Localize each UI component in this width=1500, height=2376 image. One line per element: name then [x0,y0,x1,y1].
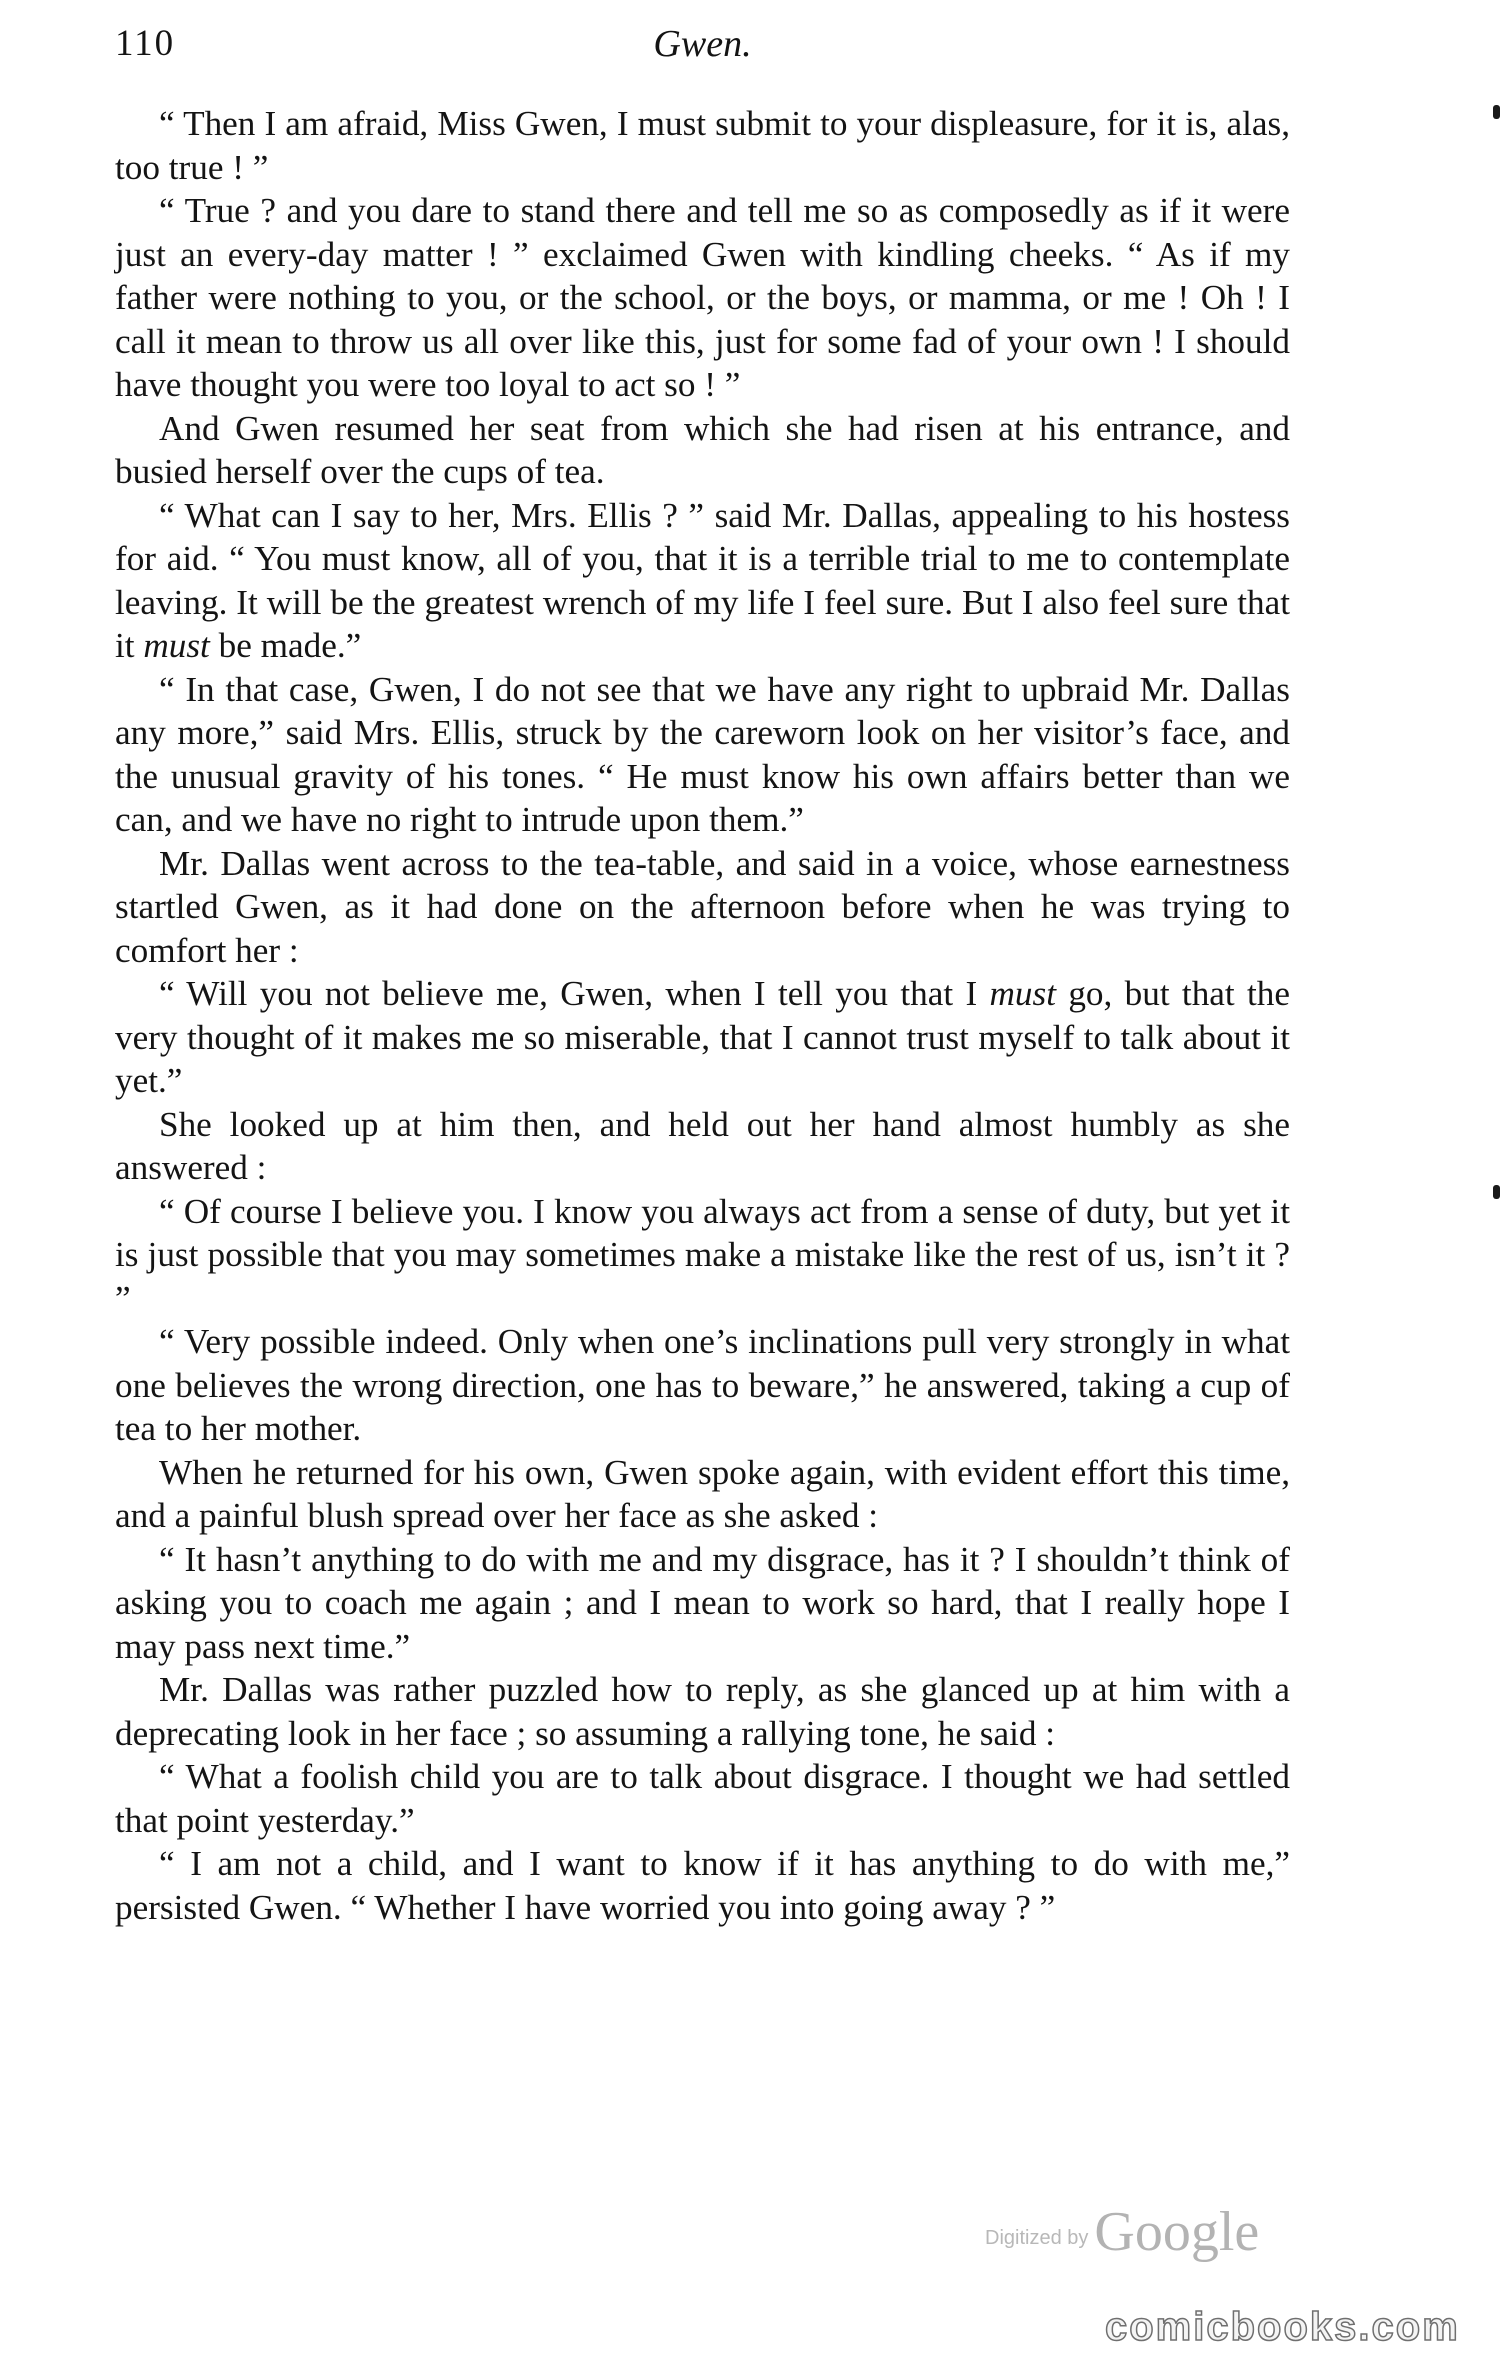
paragraph: “ Will you not believe me, Gwen, when I tell you that I must go, but that the very thought of it makes me so miserable, that I cannot trust myself to talk about it yet.” [115,974,1291,1100]
paragraph: “ Then I am afraid, Miss Gwen, I must submit to your displeasure, for it is, alas, too true ! ” [115,104,1290,187]
emphasis: must [989,974,1056,1013]
paragraph: “ It hasn’t anything to do with me and my disgrace, has it ? I shouldn’t think of asking you to coach me again ; and I mean to work so hard, that I really hope I may pass next time.” [115,1539,1290,1666]
google-logo: Google [1094,2201,1260,2263]
body-text [115,102,1290,1929]
page-number: 110 [115,23,176,64]
emphasis: must [143,626,210,665]
paragraph: “ Of course I believe you. I know you always act from a sense of duty, but yet it is just possible that you may sometimes make a mistake like the rest of us, isn’t it ? ” [115,1191,1290,1318]
paragraph: “ Very possible indeed. Only when one’s inclinations pull very strongly in what one believes the wrong direction, one has to beware,” he answered, taking a cup of tea to her mother. [115,1322,1290,1448]
digitized-by-google-mark [985,2200,1259,2264]
paragraph: She looked up at him then, and held out her hand almost humbly as she answered : [115,1104,1290,1187]
running-title: Gwen. [653,23,752,65]
paragraph: And Gwen resumed her seat from which she had risen at his entrance, and busied herself over the cups of tea. [115,408,1290,491]
digitized-prefix: Digitized by [985,2227,1089,2249]
paragraph: “ In that case, Gwen, I do not see that we have any right to upbraid Mr. Dallas any more,” said Mrs. Ellis, struck by the careworn look on her visitor’s face, and the unusual gravity of his tones. “ He must know his own affairs better than we can, and we have no right to intrude upon them.” [115,669,1290,839]
paragraph: “ What can I say to her, Mrs. Ellis ? ” said Mr. Dallas, appealing to his hostess for aid. “ You must know, all of you, that it is a terrible trial to me to contemplate leaving. It will be the greatest wrench of my life I feel sure. But I also feel sure that it must be made.” [115,495,1290,665]
paragraph: “ What a foolish child you are to talk about disgrace. I thought we had settled that point yesterday.” [115,1757,1290,1840]
margin-mark [1493,1185,1500,1199]
paragraph: When he returned for his own, Gwen spoke again, with evident effort this time, and a painful blush spread over her face as she asked : [115,1452,1290,1535]
site-watermark: comicbooks.com [1105,2305,1460,2349]
paragraph: Mr. Dallas went across to the tea-table, and said in a voice, whose earnestness startled Gwen, as it had done on the afternoon before when he was trying to comfort her : [115,843,1290,970]
paragraph: Mr. Dallas was rather puzzled how to reply, as she glanced up at him with a deprecating look in her face ; so assuming a rallying tone, he said : [115,1670,1290,1753]
paragraph: “ True ? and you dare to stand there and tell me so as composedly as if it were just an every-day matter ! ” exclaimed Gwen with kindling cheeks. “ As if my father were nothing to you, or the school, or the boys, or mamma, or me ! Oh ! I call it mean to throw us all over like this, just for some fad of your own ! I should have thought you were too loyal to act so ! ” [115,191,1290,404]
running-head [115,22,1290,82]
margin-mark [1493,105,1500,119]
paragraph: “ I am not a child, and I want to know if it has anything to do with me,” persisted Gwen. “ Whether I have worried you into going away ? ” [115,1844,1290,1927]
